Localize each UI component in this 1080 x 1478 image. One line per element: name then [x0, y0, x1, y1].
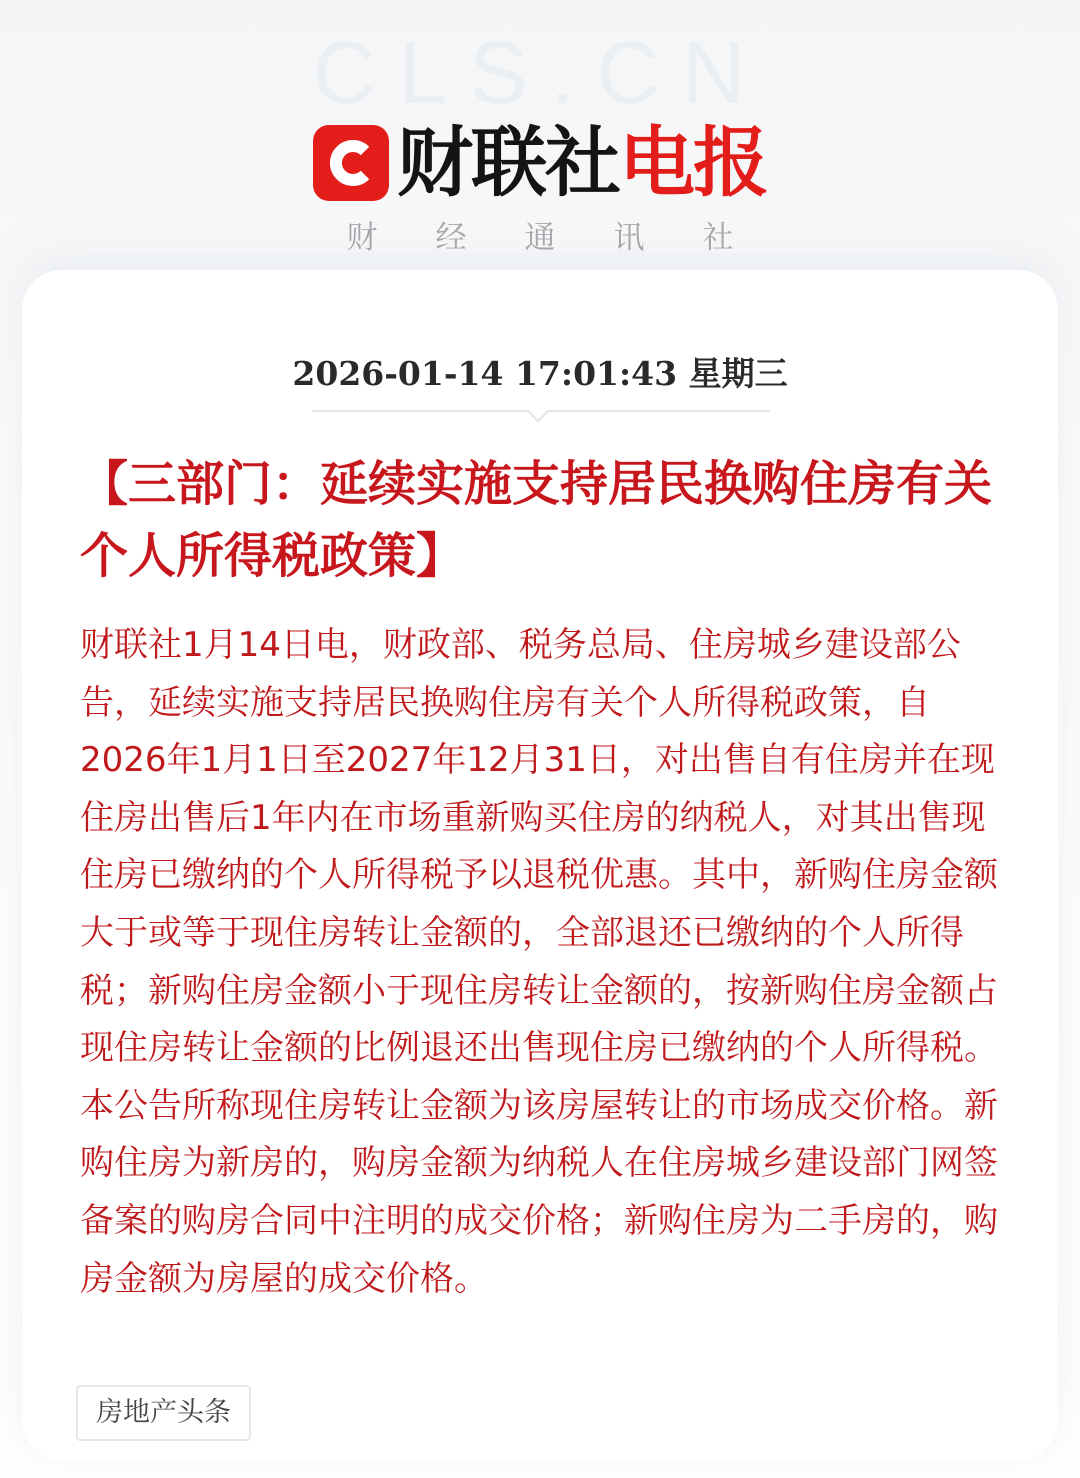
article-body: 财联社1月14日电，财政部、税务总局、住房城乡建设部公告，延续实施支持居民换购住房有关个人所得税政策，自2026年1月1日至2027年12月31日，对出售自有住房并在现住房出售后1年内在市场重新购买住房的纳税人，对其出售现住房已缴纳的个人所得税予以退税优惠。其中，新购住房金额大于或等于现住房转让金额的，全部退还已缴纳的个人所得税；新购住房金额小于现住房转让金额的，按新购住房金额占现住房转让金额的比例退还出售现住房已缴纳的个人所得税。本公告所称现住房转让金额为该房屋转让的市场成交价格。新购住房为新房的，购房金额为纳税人在住房城乡建设部门网签备案的购房合同中注明的成交价格；新购住房为二手房的，购房金额为房屋的成交价格。 — [80, 625, 998, 1299]
topic-tag[interactable]: 房地产头条 — [76, 1385, 251, 1441]
article-headline: 【三部门：延续实施支持居民换购住房有关个人所得税政策】 — [80, 456, 993, 584]
brand-name: 财联社 — [397, 118, 619, 207]
brand-header — [0, 118, 1080, 208]
brand-name-accent: 电报 — [619, 118, 767, 207]
brand-subtitle: 财经通讯社 — [346, 220, 792, 256]
cls-c-logo-icon — [313, 125, 389, 201]
article-datetime: 2026-01-14 17:01:43 星期三 — [292, 354, 788, 393]
watermark: CLS.CN — [312, 23, 768, 122]
